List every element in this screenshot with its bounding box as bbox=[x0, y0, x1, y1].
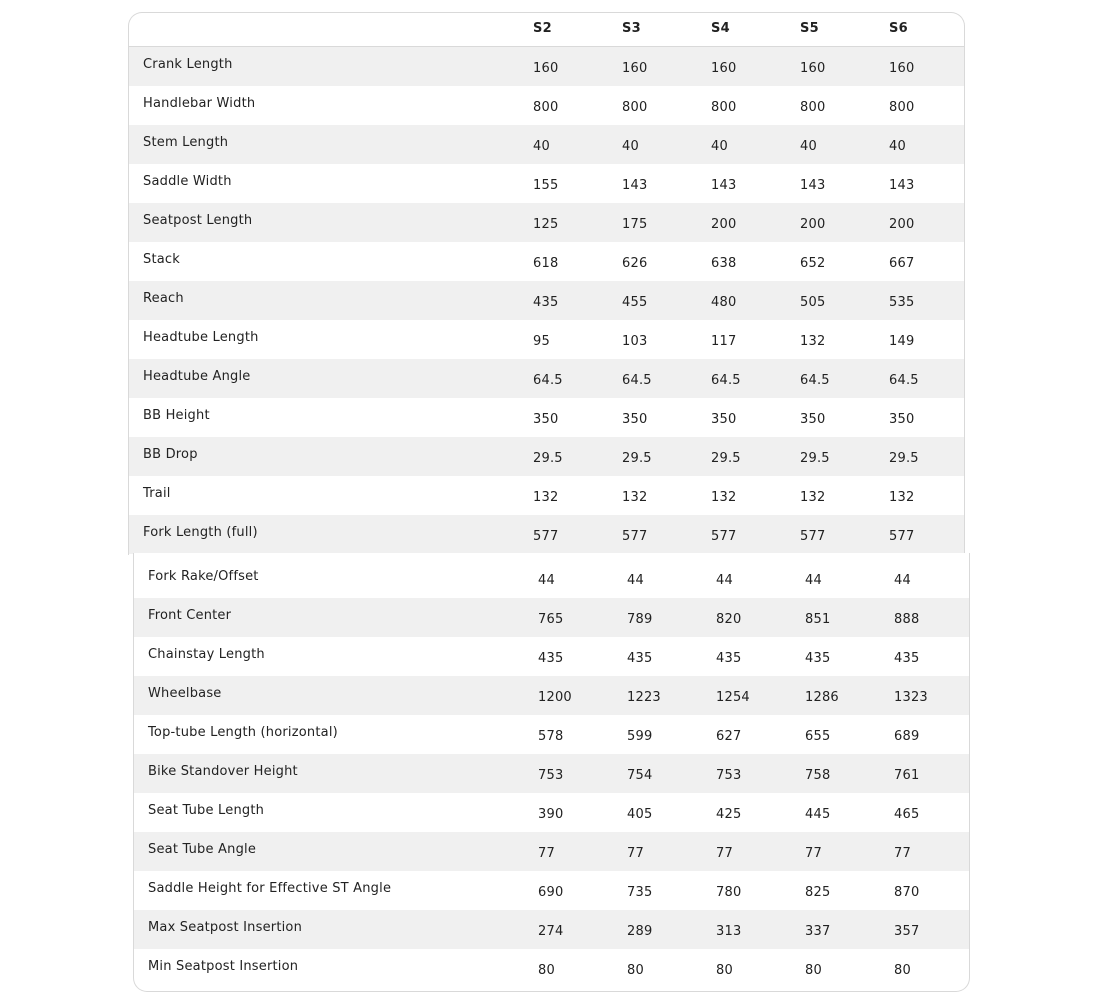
table-cell: 667 bbox=[889, 256, 915, 271]
table-cell: 77 bbox=[627, 846, 644, 861]
table-cell: 160 bbox=[889, 61, 915, 76]
table-cell: 425 bbox=[716, 807, 742, 822]
table-cell: 618 bbox=[533, 256, 559, 271]
table-row bbox=[129, 398, 964, 437]
table-cell: 200 bbox=[889, 217, 915, 232]
table-cell: 638 bbox=[711, 256, 737, 271]
table-cell: 577 bbox=[711, 529, 737, 544]
table-row bbox=[134, 871, 969, 910]
table-row bbox=[129, 437, 964, 476]
row-label: Chainstay Length bbox=[148, 647, 265, 662]
table-cell: 29.5 bbox=[533, 451, 563, 466]
table-cell: 350 bbox=[622, 412, 648, 427]
row-label: Stack bbox=[143, 252, 180, 267]
table-cell: 435 bbox=[716, 651, 742, 666]
geometry-table-bottom bbox=[133, 553, 970, 992]
table-cell: 1200 bbox=[538, 690, 572, 705]
table-cell: 405 bbox=[627, 807, 653, 822]
table-cell: 800 bbox=[800, 100, 826, 115]
table-cell: 29.5 bbox=[889, 451, 919, 466]
table-cell: 155 bbox=[533, 178, 559, 193]
row-label: Front Center bbox=[148, 608, 232, 623]
table-row bbox=[129, 515, 964, 554]
row-label: Min Seatpost Insertion bbox=[148, 959, 299, 974]
table-cell: 577 bbox=[622, 529, 648, 544]
table-row bbox=[129, 125, 964, 164]
table-cell: 754 bbox=[627, 768, 653, 783]
table-cell: 77 bbox=[716, 846, 733, 861]
table-cell: 825 bbox=[805, 885, 831, 900]
table-cell: 435 bbox=[805, 651, 831, 666]
table-cell: 40 bbox=[889, 139, 906, 154]
table-cell: 132 bbox=[800, 334, 826, 349]
row-label: Seatpost Length bbox=[143, 213, 253, 228]
table-cell: 627 bbox=[716, 729, 742, 744]
table-cell: 44 bbox=[894, 573, 911, 588]
table-cell: 753 bbox=[538, 768, 564, 783]
row-label: Headtube Length bbox=[143, 330, 259, 345]
table-cell: 455 bbox=[622, 295, 648, 310]
table-cell: 160 bbox=[711, 61, 737, 76]
table-cell: 44 bbox=[805, 573, 822, 588]
table-cell: 350 bbox=[533, 412, 559, 427]
table-cell: 29.5 bbox=[711, 451, 741, 466]
table-row bbox=[129, 320, 964, 359]
table-cell: 577 bbox=[889, 529, 915, 544]
table-row bbox=[129, 164, 964, 203]
column-header: S4 bbox=[711, 21, 730, 36]
table-cell: 64.5 bbox=[533, 373, 563, 388]
table-cell: 690 bbox=[538, 885, 564, 900]
table-cell: 40 bbox=[711, 139, 728, 154]
table-cell: 800 bbox=[533, 100, 559, 115]
table-row bbox=[129, 242, 964, 281]
table-cell: 780 bbox=[716, 885, 742, 900]
table-header-row bbox=[129, 13, 964, 47]
table-cell: 800 bbox=[889, 100, 915, 115]
table-row bbox=[134, 949, 969, 988]
table-cell: 80 bbox=[716, 963, 733, 978]
table-cell: 735 bbox=[627, 885, 653, 900]
column-header: S6 bbox=[889, 21, 908, 36]
row-label: BB Drop bbox=[143, 447, 198, 462]
table-cell: 445 bbox=[805, 807, 831, 822]
table-cell: 789 bbox=[627, 612, 653, 627]
row-label: Fork Rake/Offset bbox=[148, 569, 259, 584]
row-label: Seat Tube Angle bbox=[148, 842, 257, 857]
table-cell: 132 bbox=[889, 490, 915, 505]
table-cell: 1254 bbox=[716, 690, 750, 705]
table-cell: 689 bbox=[894, 729, 920, 744]
table-row bbox=[129, 47, 964, 86]
table-cell: 80 bbox=[538, 963, 555, 978]
table-cell: 40 bbox=[800, 139, 817, 154]
table-row bbox=[134, 637, 969, 676]
table-cell: 143 bbox=[711, 178, 737, 193]
row-label: Handlebar Width bbox=[143, 96, 256, 111]
table-cell: 870 bbox=[894, 885, 920, 900]
table-cell: 465 bbox=[894, 807, 920, 822]
table-cell: 103 bbox=[622, 334, 648, 349]
table-cell: 289 bbox=[627, 924, 653, 939]
table-body-bottom bbox=[134, 559, 969, 988]
row-label: Crank Length bbox=[143, 57, 233, 72]
table-cell: 29.5 bbox=[800, 451, 830, 466]
table-cell: 95 bbox=[533, 334, 550, 349]
table-cell: 480 bbox=[711, 295, 737, 310]
table-cell: 435 bbox=[894, 651, 920, 666]
table-cell: 175 bbox=[622, 217, 648, 232]
table-cell: 435 bbox=[538, 651, 564, 666]
table-cell: 350 bbox=[800, 412, 826, 427]
table-cell: 357 bbox=[894, 924, 920, 939]
table-cell: 758 bbox=[805, 768, 831, 783]
table-cell: 765 bbox=[538, 612, 564, 627]
table-cell: 851 bbox=[805, 612, 831, 627]
table-cell: 200 bbox=[711, 217, 737, 232]
table-row bbox=[134, 832, 969, 871]
table-row bbox=[134, 598, 969, 637]
table-cell: 132 bbox=[622, 490, 648, 505]
table-cell: 77 bbox=[805, 846, 822, 861]
table-row bbox=[129, 86, 964, 125]
table-cell: 143 bbox=[622, 178, 648, 193]
table-cell: 80 bbox=[894, 963, 911, 978]
row-label: Bike Standover Height bbox=[148, 764, 298, 779]
table-cell: 652 bbox=[800, 256, 826, 271]
table-cell: 64.5 bbox=[800, 373, 830, 388]
row-label: Saddle Height for Effective ST Angle bbox=[148, 881, 392, 896]
table-cell: 132 bbox=[800, 490, 826, 505]
table-cell: 1323 bbox=[894, 690, 928, 705]
table-cell: 64.5 bbox=[711, 373, 741, 388]
table-cell: 888 bbox=[894, 612, 920, 627]
table-cell: 143 bbox=[800, 178, 826, 193]
table-cell: 160 bbox=[622, 61, 648, 76]
table-cell: 1286 bbox=[805, 690, 839, 705]
table-cell: 350 bbox=[889, 412, 915, 427]
table-cell: 577 bbox=[533, 529, 559, 544]
table-cell: 1223 bbox=[627, 690, 661, 705]
table-cell: 200 bbox=[800, 217, 826, 232]
table-cell: 160 bbox=[533, 61, 559, 76]
table-cell: 132 bbox=[533, 490, 559, 505]
table-row bbox=[134, 793, 969, 832]
table-cell: 655 bbox=[805, 729, 831, 744]
table-cell: 313 bbox=[716, 924, 742, 939]
table-cell: 820 bbox=[716, 612, 742, 627]
row-label: Top-tube Length (horizontal) bbox=[148, 725, 338, 740]
table-cell: 160 bbox=[800, 61, 826, 76]
table-cell: 337 bbox=[805, 924, 831, 939]
table-cell: 578 bbox=[538, 729, 564, 744]
table-cell: 64.5 bbox=[622, 373, 652, 388]
table-cell: 390 bbox=[538, 807, 564, 822]
row-label: Fork Length (full) bbox=[143, 525, 258, 540]
row-label: Headtube Angle bbox=[143, 369, 251, 384]
column-header: S2 bbox=[533, 21, 552, 36]
table-cell: 132 bbox=[711, 490, 737, 505]
row-label: Wheelbase bbox=[148, 686, 222, 701]
table-row bbox=[129, 281, 964, 320]
table-cell: 125 bbox=[533, 217, 559, 232]
table-cell: 44 bbox=[627, 573, 644, 588]
table-row bbox=[134, 910, 969, 949]
table-cell: 535 bbox=[889, 295, 915, 310]
table-cell: 761 bbox=[894, 768, 920, 783]
table-cell: 80 bbox=[805, 963, 822, 978]
table-cell: 29.5 bbox=[622, 451, 652, 466]
row-label: Seat Tube Length bbox=[148, 803, 265, 818]
table-cell: 435 bbox=[533, 295, 559, 310]
table-row bbox=[129, 359, 964, 398]
table-cell: 77 bbox=[894, 846, 911, 861]
row-label: BB Height bbox=[143, 408, 210, 423]
table-cell: 753 bbox=[716, 768, 742, 783]
table-cell: 80 bbox=[627, 963, 644, 978]
table-cell: 64.5 bbox=[889, 373, 919, 388]
row-label: Trail bbox=[143, 486, 171, 501]
table-cell: 40 bbox=[533, 139, 550, 154]
table-cell: 117 bbox=[711, 334, 737, 349]
table-row bbox=[129, 476, 964, 515]
table-cell: 800 bbox=[711, 100, 737, 115]
table-cell: 44 bbox=[538, 573, 555, 588]
table-row bbox=[134, 754, 969, 793]
table-cell: 599 bbox=[627, 729, 653, 744]
table-body-top bbox=[129, 47, 964, 554]
table-cell: 505 bbox=[800, 295, 826, 310]
table-cell: 350 bbox=[711, 412, 737, 427]
row-label: Stem Length bbox=[143, 135, 229, 150]
row-label: Max Seatpost Insertion bbox=[148, 920, 303, 935]
table-cell: 143 bbox=[889, 178, 915, 193]
row-label: Reach bbox=[143, 291, 184, 306]
table-cell: 435 bbox=[627, 651, 653, 666]
column-header: S5 bbox=[800, 21, 819, 36]
column-header: S3 bbox=[622, 21, 641, 36]
table-cell: 77 bbox=[538, 846, 555, 861]
table-cell: 800 bbox=[622, 100, 648, 115]
row-label: Saddle Width bbox=[143, 174, 232, 189]
table-cell: 44 bbox=[716, 573, 733, 588]
table-row bbox=[134, 559, 969, 598]
table-cell: 274 bbox=[538, 924, 564, 939]
geometry-table-top bbox=[128, 12, 965, 555]
table-cell: 626 bbox=[622, 256, 648, 271]
table-row bbox=[134, 676, 969, 715]
table-cell: 40 bbox=[622, 139, 639, 154]
table-row bbox=[129, 203, 964, 242]
table-row bbox=[134, 715, 969, 754]
table-cell: 149 bbox=[889, 334, 915, 349]
table-cell: 577 bbox=[800, 529, 826, 544]
